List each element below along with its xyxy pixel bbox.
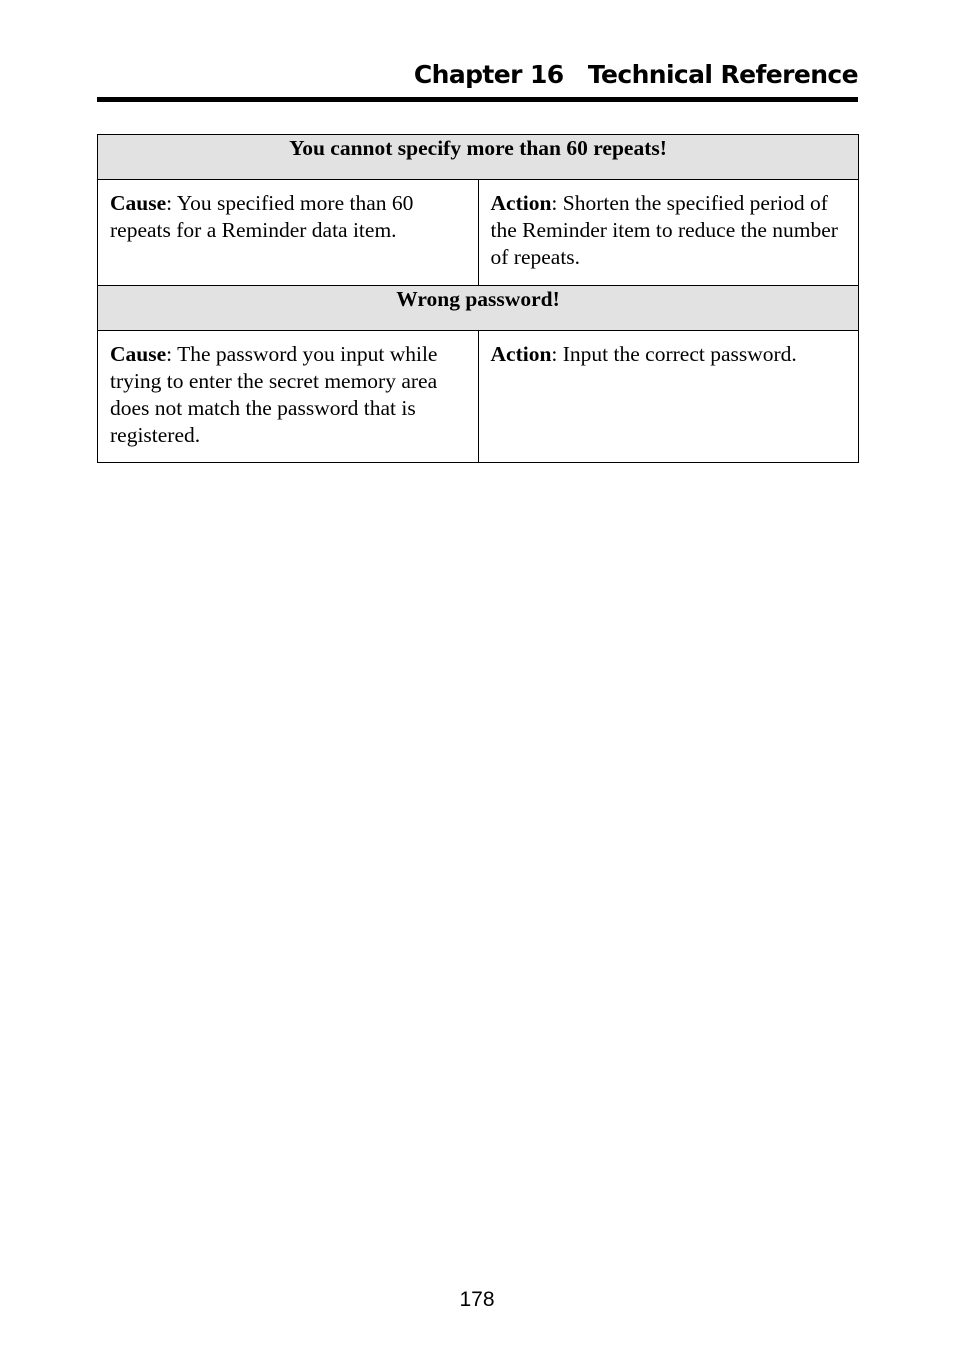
action-label: Action (490, 342, 552, 366)
chapter-title: Chapter 16 Technical Reference (413, 60, 858, 89)
message-detail-row (98, 331, 859, 463)
page-header (97, 58, 858, 102)
cause-label: Cause (110, 342, 167, 366)
action-label: Action (490, 191, 552, 215)
action-cell (478, 180, 859, 286)
message-title-row (98, 135, 859, 180)
cause-cell (98, 331, 479, 463)
cause-text: : You specified more than 60 repeats for a Reminder data item. (110, 191, 414, 242)
action-text: : Input the correct password. (551, 342, 797, 366)
cause-cell (98, 180, 479, 286)
page-number: 178 (459, 1288, 495, 1311)
cause-label: Cause (110, 191, 167, 215)
action-text: : Shorten the specified period of the Reminder item to reduce the number of repeats. (490, 191, 838, 269)
message-title: Wrong password! (98, 286, 859, 331)
cause-text: : The password you input while trying to enter the secret memory area does not match the password that is registered. (110, 342, 438, 447)
message-title-row (98, 286, 859, 331)
error-message-table (97, 134, 859, 463)
message-detail-row (98, 180, 859, 286)
action-cell (478, 331, 859, 463)
message-title: You cannot specify more than 60 repeats! (98, 135, 859, 180)
